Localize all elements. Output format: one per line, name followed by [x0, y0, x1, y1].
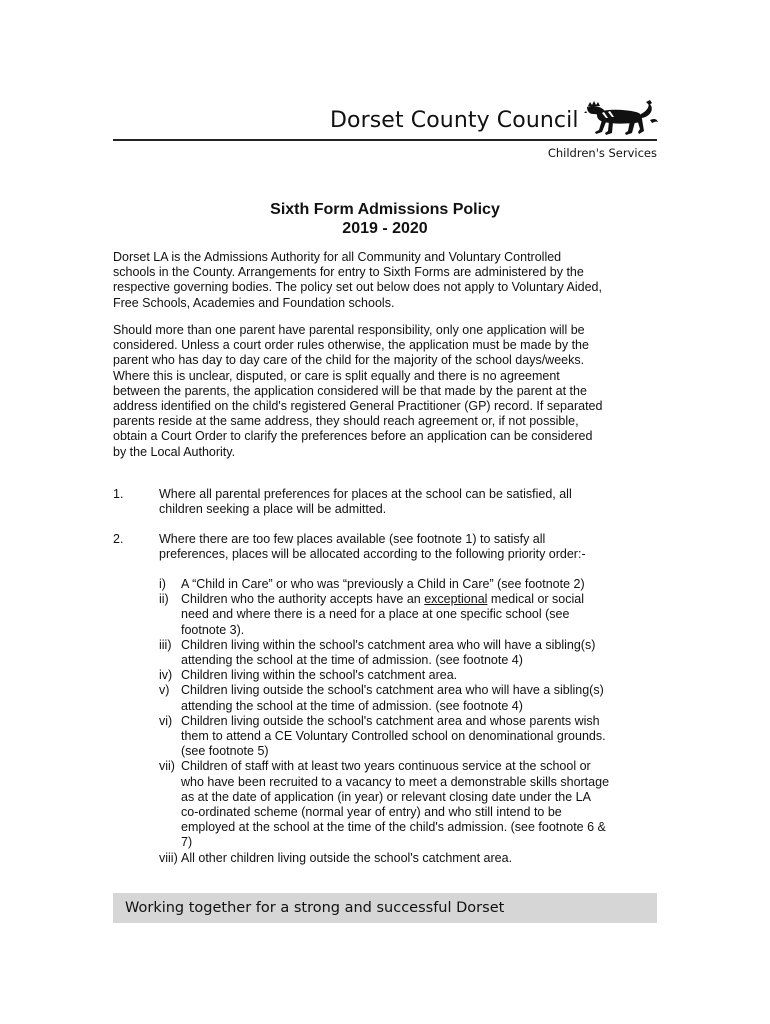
priority-item: [159, 668, 669, 683]
numbered-item-2: [113, 532, 661, 562]
priority-numeral: i): [159, 577, 166, 591]
priority-item: [159, 714, 669, 760]
priority-line: All other children living outside the school's catchment area.: [181, 850, 513, 865]
department-name: Children's Services: [547, 146, 657, 160]
priority-numeral: vi): [159, 713, 173, 728]
priority-line: footnote 3).: [181, 622, 245, 637]
org-name: Dorset County Council: [330, 108, 579, 133]
item-line: preferences, places will be allocated according to the following priority order:-: [159, 547, 586, 562]
priority-numeral: iv): [159, 668, 173, 683]
paragraph-line: Where this is unclear, disputed, or care is split equally and there is no agreement: [113, 368, 560, 383]
item-line: Where all parental preferences for places at the school can be satisfied, all: [159, 487, 572, 501]
item-line: children seeking a place will be admitted.: [159, 502, 387, 517]
priority-line-part: Children who the authority accepts have an: [181, 592, 425, 607]
paragraph-line: schools in the County. Arrangements for entry to Sixth Forms are administered by the: [113, 265, 584, 280]
underlined-word: exceptional: [424, 592, 488, 607]
paragraph-line: address identified on the child's registered General Practitioner (GP) record. If separated: [113, 399, 603, 414]
paragraph-line: between the parents, the application considered will be that made by the parent at the: [113, 383, 587, 398]
footer-band: [113, 893, 657, 923]
priority-numeral: iii): [159, 637, 172, 652]
priority-line: A “Child in Care” or who was “previously a Child in Care” (see footnote 2): [181, 577, 585, 591]
numbered-item-1: [113, 487, 661, 517]
priority-item: [159, 759, 669, 850]
paragraph-line: parent who has day to day care of the child for the majority of the school days/weeks.: [113, 353, 585, 368]
lion-logo-icon: [584, 100, 660, 136]
title-line-1: Sixth Form Admissions Policy: [270, 201, 500, 218]
priority-item: [159, 683, 669, 713]
priority-line: attending the school at the time of admission. (see footnote 4): [181, 653, 523, 668]
priority-line: [181, 592, 669, 607]
priority-line: co-ordinated scheme (normal year of entry) and who still intend to be: [181, 805, 562, 820]
priority-line-part: medical or social: [487, 592, 585, 607]
priority-list: [159, 577, 669, 866]
priority-numeral: viii): [159, 850, 178, 865]
item-number: 2.: [113, 532, 124, 546]
priority-line: who have been recruited to a vacancy to meet a demonstrable skills shortage: [181, 774, 610, 789]
title-line-2: 2019 - 2020: [342, 220, 428, 237]
footer-slogan: Working together for a strong and successful Dorset: [125, 900, 505, 916]
paragraph-line: by the Local Authority.: [113, 444, 236, 459]
paragraph-line: parents reside at the same address, they should reach agreement or, if not possible,: [113, 414, 579, 429]
priority-item: [159, 592, 669, 638]
priority-line: Children living within the school's catchment area.: [181, 668, 458, 683]
priority-line: Children living outside the school's catchment area who will have a sibling(s): [181, 683, 604, 698]
item-number: 1.: [113, 487, 124, 501]
item-line: Where there are too few places available (see footnote 1) to satisfy all: [159, 532, 546, 546]
list-item: [113, 487, 661, 517]
priority-line: attending the school at the time of admission. (see footnote 4): [181, 698, 523, 713]
parental-responsibility-paragraph: [113, 323, 661, 460]
priority-line: employed at the school at the time of the child's admission. (see footnote 6 &: [181, 820, 606, 835]
priority-line: as at the date of application (in year) or relevant closing date under the LA: [181, 789, 591, 804]
document-title: [113, 200, 657, 238]
header-rule: [113, 139, 657, 141]
paragraph-line: considered. Unless a court order rules otherwise, the application must be made by the: [113, 338, 589, 353]
paragraph-line: Free Schools, Academies and Foundation schools.: [113, 295, 395, 310]
priority-numeral: vii): [159, 759, 175, 774]
intro-paragraph: [113, 250, 661, 311]
priority-numeral: ii): [159, 592, 169, 607]
priority-line: need and where there is a need for a place at one specific school (see: [181, 607, 570, 622]
priority-line: them to attend a CE Voluntary Controlled school on denominational grounds.: [181, 729, 606, 744]
paragraph-line: Should more than one parent have parental responsibility, only one application will be: [113, 323, 585, 337]
priority-line: Children living outside the school's catchment area and whose parents wish: [181, 713, 600, 728]
priority-numeral: v): [159, 683, 170, 698]
priority-item: [159, 638, 669, 668]
paragraph-line: obtain a Court Order to clarify the preferences before an application can be considered: [113, 429, 593, 444]
priority-line: 7): [181, 835, 193, 850]
list-item: [113, 532, 661, 562]
priority-item: [159, 851, 669, 866]
paragraph-line: respective governing bodies. The policy set out below does not apply to Voluntary Aided,: [113, 280, 602, 295]
priority-line: (see footnote 5): [181, 744, 269, 759]
priority-line: Children living within the school's catchment area who will have a sibling(s): [181, 637, 596, 652]
paragraph-line: Dorset LA is the Admissions Authority for all Community and Voluntary Controlled: [113, 250, 562, 264]
priority-item: [159, 577, 669, 592]
priority-line: Children of staff with at least two years continuous service at the school or: [181, 759, 591, 774]
